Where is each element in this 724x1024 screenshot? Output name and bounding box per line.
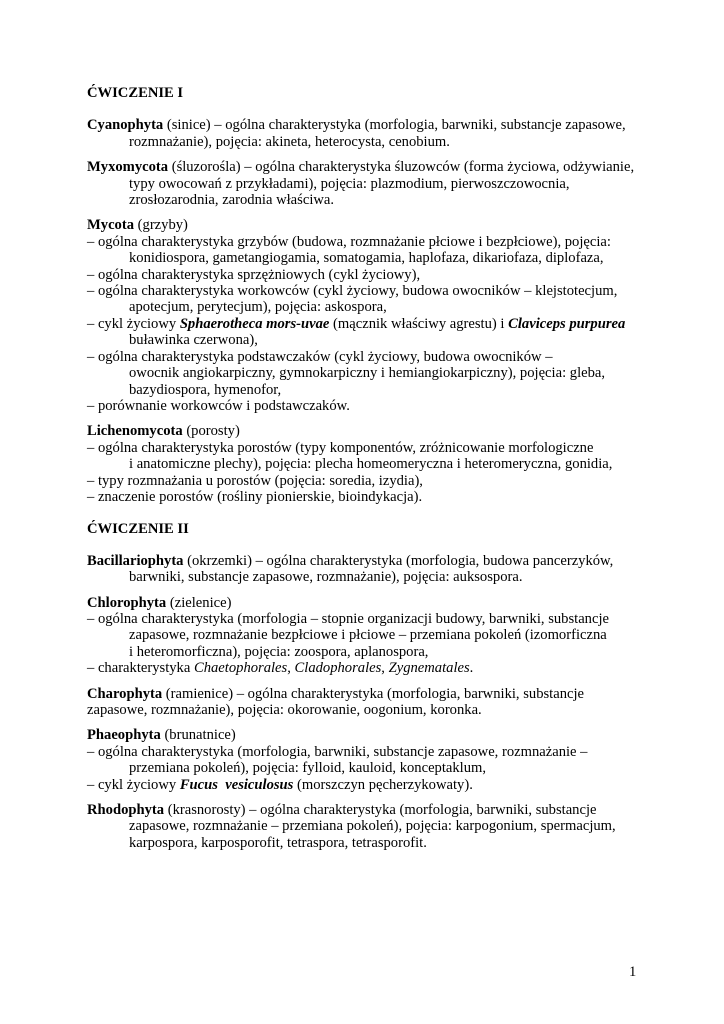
text-line: karpospora, karposporofit, tetraspora, tetrasporofit. <box>129 834 427 851</box>
text-line: – porównanie workowców i podstawczaków. <box>87 397 350 414</box>
text-line <box>87 423 647 439</box>
text-line <box>87 217 647 233</box>
species-name: Fucus vesiculosus <box>179 776 294 793</box>
text-line: – typy rozmnażania u porostów (pojęcia: soredia, izydia), <box>87 472 423 489</box>
text-line: apotecjum, perytecjum), pojęcia: askospora, <box>129 299 387 316</box>
taxon-name: Rhodophyta <box>87 802 165 819</box>
text-run: , <box>381 660 389 677</box>
taxon-name: Myxomycota <box>87 159 169 176</box>
text-line: przemiana pokoleń), pojęcia: fylloid, kauloid, konceptaklum, <box>129 760 487 777</box>
paragraph-myxomycota <box>87 159 647 208</box>
text-run: – cykl życiowy <box>87 315 180 332</box>
taxon-name: Bacillariophyta <box>87 552 184 569</box>
text-line <box>87 802 647 818</box>
text-line <box>87 117 647 133</box>
section-heading-1: ĆWICZENIE I <box>87 85 184 101</box>
text-run: – cykl życiowy <box>87 776 180 793</box>
text-line: – ogólna charakterystyka (morfologia, barwniki, substancje zapasowe, rozmnażanie – <box>87 743 588 760</box>
text-line: i anatomiczne plechy), pojęcia: plecha homeomeryczna i heteromeryczna, gonidia, <box>129 456 613 473</box>
text-run: . <box>469 660 474 677</box>
text-line: zrosłozarodnia, zarodnia właściwa. <box>129 192 335 209</box>
text-line: typy owocowań z przykładami), pojęcia: plazmodium, pierwoszczowocnia, <box>129 175 570 192</box>
text-line: – ogólna charakterystyka porostów (typy komponentów, zróżnicowanie morfologiczne <box>87 439 594 456</box>
text-run: (ramienice) – ogólna charakterystyka (morfologia, barwniki, substancje <box>162 685 585 702</box>
text-line <box>87 316 647 332</box>
text-line: – znaczenie porostów (rośliny pionierskie, bioindykacja). <box>87 488 423 505</box>
text-line: zapasowe, rozmnażanie – przemiana pokoleń), pojęcia: karpogonium, spermacjum, <box>129 818 616 835</box>
text-line <box>87 595 647 611</box>
text-line: konidiospora, gametangiogamia, somatogamia, haplofaza, dikariofaza, diplofaza, <box>129 250 604 267</box>
text-line <box>87 686 647 702</box>
order-name: Zygnematales <box>388 660 470 677</box>
paragraph-bacillariophyta <box>87 553 647 586</box>
text-line: i heteromorficzna), pojęcia: zoospora, aplanospora, <box>129 643 429 660</box>
paragraph-phaeophyta <box>87 727 647 793</box>
page-content <box>87 85 647 860</box>
text-run: , <box>287 660 295 677</box>
text-line: – ogólna charakterystyka workowców (cykl życiowy, budowa owocników – klejstotecjum, <box>87 283 618 300</box>
text-line: – ogólna charakterystyka grzybów (budowa, rozmnażanie płciowe i bezpłciowe), pojęcia: <box>87 233 611 250</box>
text-run: (porosty) <box>182 423 240 440</box>
species-name: Claviceps purpurea <box>508 315 626 332</box>
text-run: (morszczyn pęcherzykowaty). <box>293 776 473 793</box>
text-run: (śluzorośla) – ogólna charakterystyka śluzowców (forma życiowa, odżywianie, <box>168 159 635 176</box>
paragraph-cyanophyta <box>87 117 647 150</box>
text-line: – ogólna charakterystyka (morfologia – stopnie organizacji budowy, barwniki, substancje <box>87 610 609 627</box>
paragraph-rhodophyta <box>87 802 647 851</box>
text-line: bazydiospora, hymenofor, <box>129 381 282 398</box>
text-line: barwniki, substancje zapasowe, rozmnażanie), pojęcia: auksospora. <box>129 569 523 586</box>
text-line: owocnik angiokarpiczny, gymnokarpiczny i hemiangiokarpiczny), pojęcia: gleba, <box>129 365 606 382</box>
paragraph-mycota <box>87 217 647 414</box>
text-line <box>87 553 647 569</box>
text-line <box>87 660 647 676</box>
taxon-name: Phaeophyta <box>87 727 161 744</box>
taxon-name: Mycota <box>87 217 135 234</box>
paragraph-chlorophyta <box>87 595 647 677</box>
order-name: Cladophorales <box>294 660 382 677</box>
text-line: buławinka czerwona), <box>129 332 258 349</box>
species-name: Sphaerotheca mors-uvae <box>179 315 330 332</box>
taxon-name: Cyanophyta <box>87 117 164 134</box>
text-run: (okrzemki) – ogólna charakterystyka (morfologia, budowa pancerzyków, <box>183 552 614 569</box>
page-number: 1 <box>629 964 637 980</box>
text-line: – ogólna charakterystyka sprzężniowych (cykl życiowy), <box>87 266 421 283</box>
taxon-name: Lichenomycota <box>87 423 183 440</box>
text-run: (sinice) – ogólna charakterystyka (morfologia, barwniki, substancje zapasowe, <box>163 117 626 134</box>
taxon-name: Chlorophyta <box>87 594 167 611</box>
section-heading-2: ĆWICZENIE II <box>87 521 189 538</box>
paragraph-lichenomycota <box>87 423 647 505</box>
taxon-name: Charophyta <box>87 685 163 702</box>
text-line <box>87 727 647 743</box>
text-line: rozmnażanie), pojęcia: akineta, heterocysta, cenobium. <box>129 133 450 150</box>
text-run: (mącznik właściwy agrestu) i <box>329 315 509 332</box>
text-run: (grzyby) <box>134 217 188 234</box>
text-run: – charakterystyka <box>87 660 194 677</box>
text-run: (zielenice) <box>166 594 232 611</box>
text-run: (brunatnice) <box>160 727 236 744</box>
text-line <box>87 159 647 175</box>
text-line: zapasowe, rozmnażanie bezpłciowe i płciowe – przemiana pokoleń (izomorficzna <box>129 627 607 644</box>
text-line <box>87 777 647 793</box>
text-line: – ogólna charakterystyka podstawczaków (cykl życiowy, budowa owocników – <box>87 348 553 365</box>
order-name: Chaetophorales <box>193 660 288 677</box>
paragraph-charophyta <box>87 686 647 719</box>
text-run: (krasnorosty) – ogólna charakterystyka (morfologia, barwniki, substancje <box>164 802 597 819</box>
text-line: zapasowe, rozmnażanie), pojęcia: okorowanie, oogonium, koronka. <box>87 702 482 718</box>
